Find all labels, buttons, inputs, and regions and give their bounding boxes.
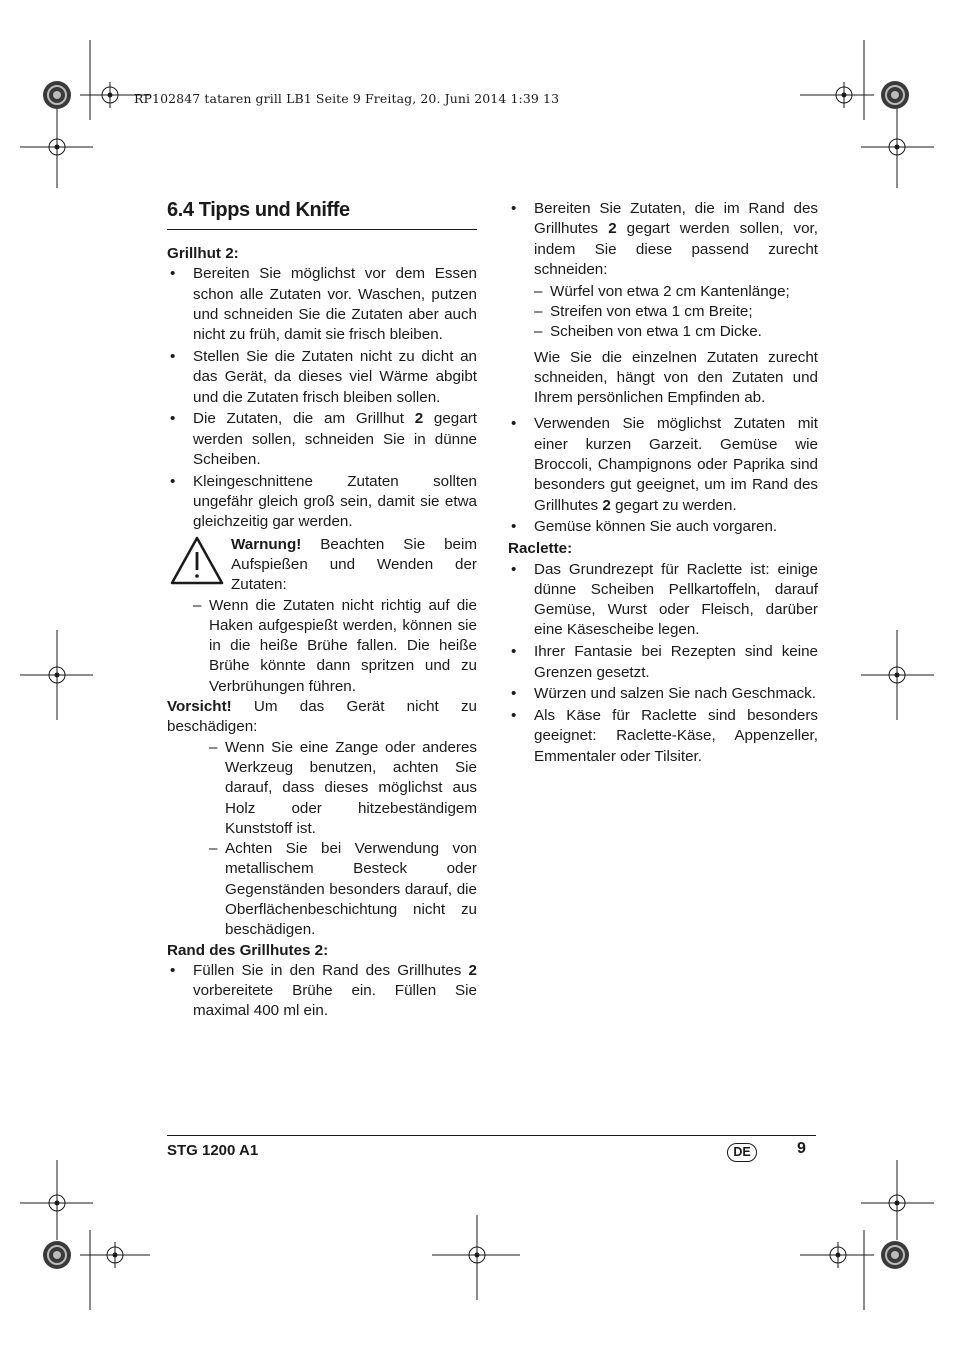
list-item: • Verwenden Sie möglichst Zutaten mit einer kurzen Garzeit. Gemüse wie Broccoli, Champignons oder Paprika sind besonders gut geeignet, um im Rand des Grillhutes 2 gegart zu werden. <box>511 415 818 514</box>
part-number: 2 <box>414 410 424 428</box>
paragraph: Wie Sie die einzelnen Zutaten zurecht schneiden, hängt von den Zutaten und Ihrem persönlichen Empfinden ab. <box>534 348 818 407</box>
list-item: – Wenn die Zutaten nicht richtig auf die Haken aufgespießt werden, können sie in die heiße Brühe fallen. Die heiße Brühe könnte dann spritzen und zu Verbrühungen führen. <box>193 596 477 695</box>
bullet-glyph: • <box>511 560 517 578</box>
part-number: 2 <box>602 496 611 514</box>
dash-glyph: – <box>534 302 543 320</box>
list-item: • Bereiten Sie möglichst vor dem Essen schon alle Zutaten vor. Waschen, putzen und schneiden Sie die Zutaten aber auch nicht zu früh, damit sie frisch bleiben. <box>170 265 477 344</box>
list-item: • Füllen Sie in den Rand des Grillhutes 2 vorbereitete Brühe ein. Füllen Sie maximal 400 ml ein. <box>170 961 477 1020</box>
bullet-glyph: • <box>511 518 517 536</box>
part-number: 2 <box>608 220 617 238</box>
warning-label: Warnung! <box>231 535 302 553</box>
model-number: STG 1200 A1 <box>167 1142 259 1159</box>
dash-glyph: – <box>534 282 543 300</box>
page-number: 9 <box>797 1140 806 1157</box>
right-column <box>508 199 818 769</box>
list-item: • Kleingeschnittene Zutaten sollten ungefähr gleich groß sein, damit sie etwa gleichzeitig gar werden. <box>170 472 477 531</box>
language-badge: DE <box>727 1143 757 1162</box>
bullet-glyph: • <box>511 415 517 433</box>
bullet-glyph: • <box>511 685 517 703</box>
section-title: 6.4 Tipps und Kniffe <box>167 197 477 230</box>
list-item: • Stellen Sie die Zutaten nicht zu dicht an das Gerät, da dieses viel Wärme abgibt und die Zutaten frisch bleiben sollen. <box>170 347 477 406</box>
dash-glyph: – <box>209 738 218 756</box>
print-header: RP102847 tataren grill LB1 Seite 9 Freitag, 20. Juni 2014 1:39 13 <box>134 91 560 106</box>
caution-label: Vorsicht! <box>167 698 232 716</box>
bullet-glyph: • <box>170 347 176 365</box>
list-item: – Streifen von etwa 1 cm Breite; <box>534 302 818 322</box>
list-item: – Würfel von etwa 2 cm Kantenlänge; <box>534 282 818 302</box>
grillhut-heading: Grillhut 2: <box>167 245 239 262</box>
list-item: • Die Zutaten, die am Grillhut 2 gegart werden sollen, schneiden Sie in dünne Scheiben. <box>170 410 477 468</box>
list-item: • Würzen und salzen Sie nach Geschmack. <box>508 684 818 704</box>
bullet-glyph: • <box>511 707 517 725</box>
list-item: • Gemüse können Sie auch vorgaren. <box>508 517 818 537</box>
part-number: 2 <box>468 961 477 979</box>
bullet-glyph: • <box>170 265 176 283</box>
bullet-glyph: • <box>170 410 176 428</box>
rand-heading: Rand des Grillhutes 2: <box>167 941 329 959</box>
bullet-glyph: • <box>511 200 517 217</box>
warning-triangle-icon <box>169 535 225 587</box>
list-item: • Ihrer Fantasie bei Rezepten sind keine Grenzen gesetzt. <box>511 643 818 681</box>
caution-paragraph: Vorsicht! Um das Gerät nicht zu beschädigen: <box>167 698 477 736</box>
list-item: – Wenn Sie eine Zange oder anderes Werkzeug benutzen, achten Sie darauf, dass dieses möglichst aus Holz oder hitzebeständigem Kunststoff ist. <box>209 738 477 837</box>
list-item: • Das Grundrezept für Raclette ist: einige dünne Scheiben Pellkartoffeln, darauf Gemüse, Wurst oder Fleisch, darüber eine Käsescheibe legen. <box>511 560 818 639</box>
list-item: – Achten Sie bei Verwendung von metallischem Besteck oder Gegenständen besonders darauf, die Oberflächenbeschichtung nicht zu beschädigen. <box>209 840 477 939</box>
left-column <box>167 197 477 1023</box>
raclette-heading: Raclette: <box>508 540 573 558</box>
dash-glyph: – <box>209 840 218 858</box>
dash-glyph: – <box>534 323 543 341</box>
warning-block: Warnung! Beachten Sie beim Aufspießen und Wenden der Zutaten: <box>167 535 477 596</box>
bullet-glyph: • <box>170 961 176 979</box>
bullet-glyph: • <box>170 472 176 490</box>
footer-rule <box>167 1135 816 1136</box>
bullet-glyph: • <box>511 643 517 661</box>
list-item: – Scheiben von etwa 1 cm Dicke. <box>534 322 818 342</box>
dash-glyph: – <box>193 596 202 614</box>
list-item: • Bereiten Sie Zutaten, die im Rand des Grillhutes 2 gegart werden sollen, vor, indem Sie diese passend zurecht schneiden: <box>511 200 818 278</box>
list-item: • Als Käse für Raclette sind besonders geeignet: Raclette-Käse, Appenzeller, Emmentaler oder Tilsiter. <box>511 707 818 765</box>
